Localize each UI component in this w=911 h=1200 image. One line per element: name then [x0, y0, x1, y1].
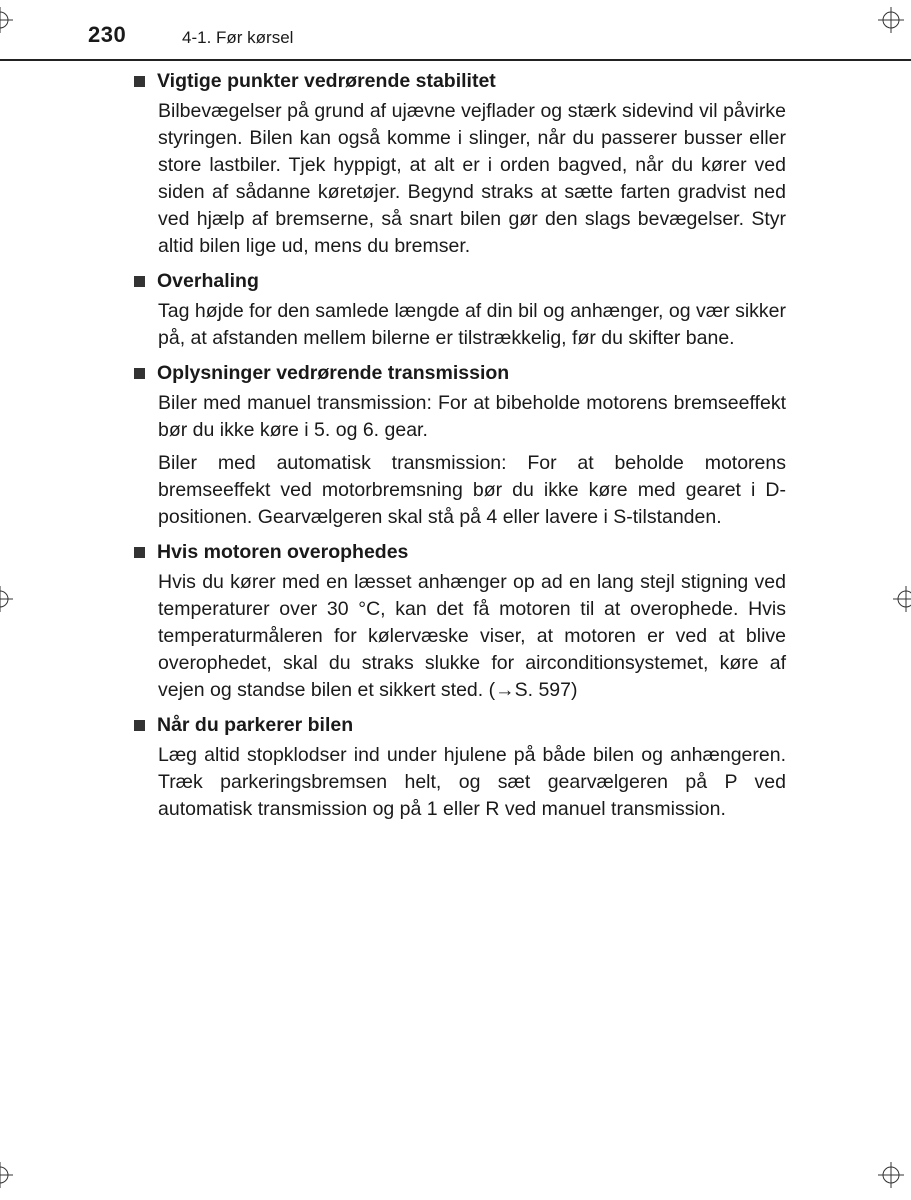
registration-mark-icon — [878, 7, 904, 33]
page-number: 230 — [88, 22, 127, 47]
section-heading — [134, 537, 786, 567]
section-heading-text: Oplysninger vedrørende transmission — [157, 362, 510, 384]
square-bullet-icon — [134, 368, 145, 379]
paragraph: Læg altid stopklodser ind under hjulene på både bilen og anhængeren. Træk parkeringsbremsen helt, og sæt gearvælgeren på P ved automatisk transmission og på 1 eller R ved manuel transmission. — [158, 744, 786, 820]
section-transmission — [134, 358, 786, 531]
paragraph: Biler med manuel transmission: For at bibeholde motorens bremseeffekt bør du ikke køre i 5. og 6. gear. — [158, 392, 786, 441]
registration-mark-icon — [878, 1162, 904, 1188]
section-overtaking — [134, 266, 786, 352]
square-bullet-icon — [134, 547, 145, 558]
section-overheating — [134, 537, 786, 704]
page-header — [0, 0, 911, 62]
page-content — [134, 66, 786, 823]
section-heading — [134, 710, 786, 740]
section-heading-text: Hvis motoren overophedes — [157, 541, 409, 563]
square-bullet-icon — [134, 720, 145, 731]
section-heading — [134, 266, 786, 296]
paragraph: Bilbevægelser på grund af ujævne vejflader og stærk sidevind vil påvirke styringen. Bilen kan også komme i slinger, når du passerer busser eller store lastbiler. Tjek hyppigt, at alt er i orden bagved, når du kører ved siden af sådanne køretøjer. Begynd straks at sætte farten gradvist ned ved hjælp af bremserne, så snart bilen gør den slags bevægelser. Styr altid bilen lige ud, mens du bremser. — [158, 100, 786, 257]
section-heading-text: Overhaling — [157, 270, 259, 292]
registration-mark-icon — [0, 586, 13, 612]
section-heading — [134, 66, 786, 96]
section-heading-text: Når du parkerer bilen — [157, 714, 354, 736]
section-parking — [134, 710, 786, 823]
chapter-title: 4-1. Før kørsel — [182, 28, 294, 47]
square-bullet-icon — [134, 76, 145, 87]
registration-mark-icon — [0, 1162, 13, 1188]
section-stability — [134, 66, 786, 260]
square-bullet-icon — [134, 276, 145, 287]
section-heading-text: Vigtige punkter vedrørende stabilitet — [157, 70, 496, 92]
registration-mark-icon — [0, 7, 13, 33]
paragraph: Biler med automatisk transmission: For at beholde motorens bremseeffekt ved motorbremsning bør du ikke køre med gearet i D-positionen. Gearvælgeren skal stå på 4 eller lavere i S-tilstanden. — [158, 452, 786, 528]
registration-mark-icon — [893, 586, 911, 612]
paragraph: Tag højde for den samlede længde af din bil og anhænger, og vær sikker på, at afstanden mellem bilerne er tilstrækkelig, før du skifter bane. — [158, 300, 786, 349]
header-rule — [0, 59, 911, 61]
paragraph: Hvis du kører med en læsset anhænger op ad en lang stejl stigning ved temperaturer over 30 °C, kan det få motoren til at overophede. Hvis temperaturmåleren for kølervæske viser, at motoren er ved at blive overophedet, skal du straks slukke for airconditionsystemet, køre af vejen og standse bilen et sikkert sted. (→S. 597) — [158, 571, 786, 701]
section-heading — [134, 358, 786, 388]
